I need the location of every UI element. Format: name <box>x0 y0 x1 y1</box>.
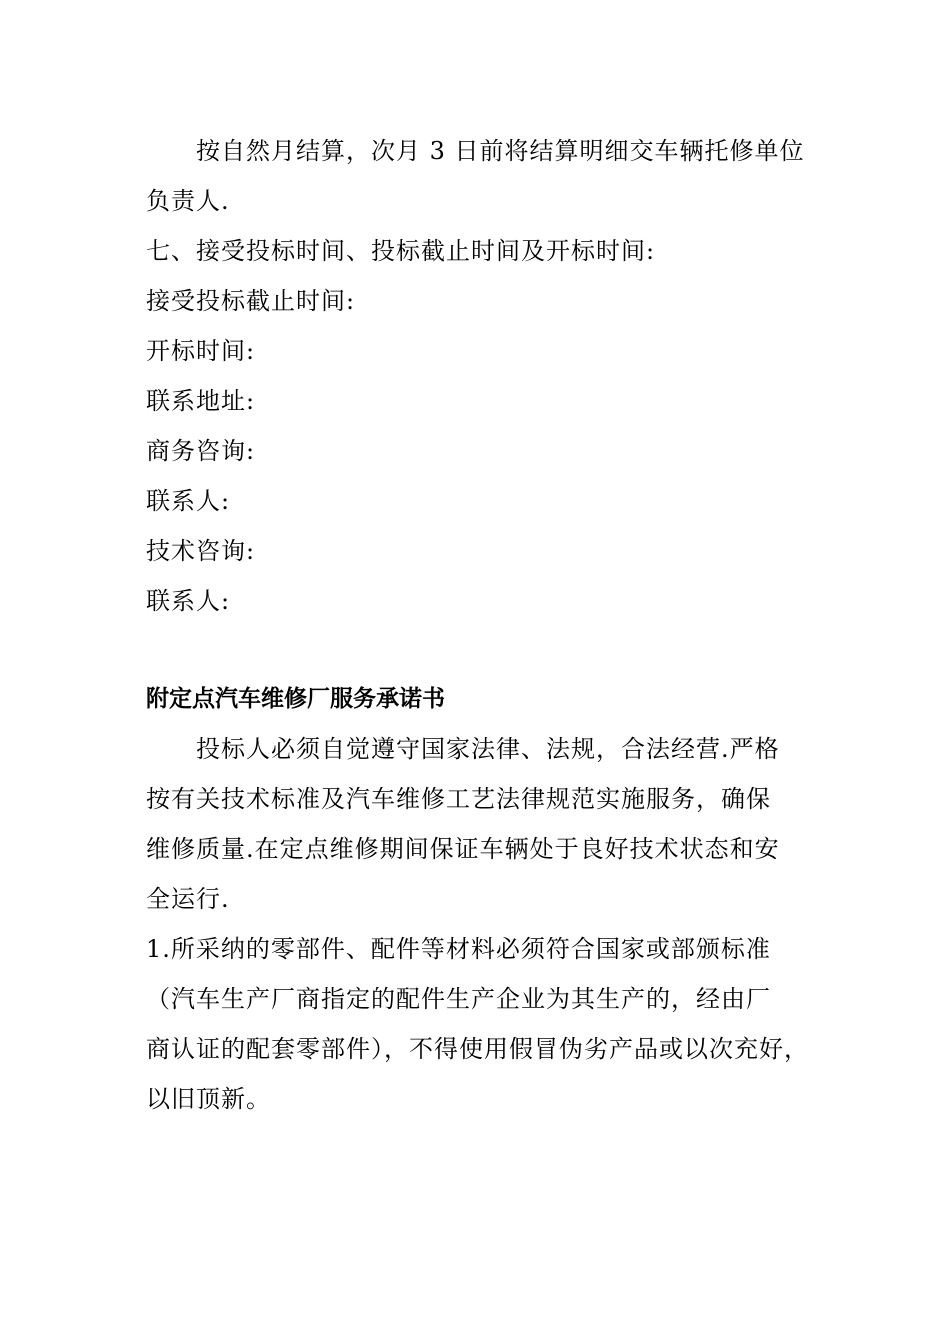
contact-address-label: 联系地址: <box>146 387 256 415</box>
bid-opening-label: 开标时间: <box>146 337 256 365</box>
parts-requirement-line: 1.所采纳的零部件、配件等材料必须符合国家或部颁标准 <box>146 935 771 963</box>
parts-requirement-line: （汽车生产厂商指定的配件生产企业为其生产的，经由厂 <box>146 985 771 1013</box>
technical-inquiry-label: 技术咨询: <box>146 537 256 565</box>
settlement-text-line-2: 负责人. <box>146 187 230 215</box>
business-inquiry-label: 商务咨询: <box>146 437 256 465</box>
item-7-title: 七、接受投标时间、投标截止时间及开标时间: <box>146 237 656 265</box>
commitment-paragraph-line: 投标人必须自觉遵守国家法律、法规，合法经营.严格 <box>196 735 780 763</box>
bid-deadline-label: 接受投标截止时间: <box>146 287 356 315</box>
business-contact-label: 联系人: <box>146 487 231 515</box>
commitment-paragraph-line: 全运行. <box>146 885 230 913</box>
commitment-paragraph-line: 维修质量.在定点维修期间保证车辆处于良好技术状态和安 <box>146 835 780 863</box>
appendix-title: 附定点汽车维修厂服务承诺书 <box>146 686 445 712</box>
parts-requirement-line: 商认证的配套零部件），不得使用假冒伪劣产品或以次充好， <box>146 1035 809 1063</box>
settlement-text-line-1: 按自然月结算，次月 3 日前将结算明细交车辆托修单位 <box>196 137 805 165</box>
commitment-paragraph-line: 按有关技术标准及汽车维修工艺法律规范实施服务，确保 <box>146 785 771 813</box>
parts-requirement-line: 以旧顶新。 <box>146 1085 271 1113</box>
technical-contact-label: 联系人: <box>146 587 231 615</box>
